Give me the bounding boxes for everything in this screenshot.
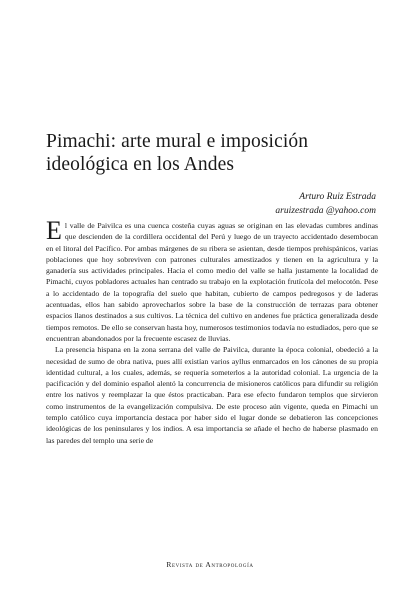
- article-title: Pimachi: arte mural e imposición ideológica en los Andes: [46, 131, 309, 175]
- drop-cap: E: [46, 216, 62, 245]
- paragraph-1-text: l valle de Paivilca es una cuenca costeña cuyas aguas se originan en las elevadas cumbres andinas que descienden de la cordillera occidental del Perú y luego de un trayecto accidentado desembocan en el litoral del Pacífico. Por ambas márgenes de su ribera se asientan, desde tiempos prehispánicos, varias poblaciones que hoy sobreviven con patrones culturales amestizados y tienen en la agricultura y la ganadería sus actividades principales. Hacia el como medio del valle se halla justamente la localidad de Pimachi, cuyos pobladores actuales han centrado su trabajo en la explotación frutícola del melocotón. Pese a lo accidentado de la topografía del suelo que habitan, cubierto de campos pedregosos y de laderas acentuadas, ellos han sabido aprovecharlos sobre la base de la construcción de terrazas para obtener espacios llanos destinados a sus cultivos. La técnica del cultivo en andenes fue práctica generalizada desde tiempos remotos. De ello se conservan hasta hoy, numerosos testimonios todavía no estudiados, pero que se encuentran abandonados por la frecuente escasez de lluvias.: [46, 221, 378, 343]
- article-body: [46, 216, 378, 446]
- paragraph-2: La presencia hispana en la zona serrana del valle de Paivilca, durante la época colonial, obedeció a la necesidad de sumo de obra nativa, pues allí existían varios ayllus enmarcados en los cánones de su propia identidad cultural, a los cuales, además, se requería someterlos a la autoridad colonial. La urgencia de la pacificación y del dominio español alentó la concurrencia de misioneros católicos para difundir su religión entre los nativos y reemplazar la que éstos practicaban. Para ese efecto fundaron templos que sirvieron como instrumentos de la evangelización compulsiva. De este proceso aún vigente, queda en Pimachi un templo católico cuya importancia destaca por haber sido el lugar donde se debatieron las concepciones ideológicas de los peninsulares y los indios. A esa importancia se añade el hecho de haberse plasmado en las paredes del templo una serie de: [46, 345, 378, 445]
- author-name: Arturo Ruiz Estrada: [299, 192, 376, 202]
- journal-footer: Revista de Antropología: [166, 560, 254, 569]
- paragraph-1: [46, 216, 378, 344]
- author-block: [275, 190, 376, 218]
- author-email[interactable]: aruizestrada @yahoo.com: [275, 206, 376, 216]
